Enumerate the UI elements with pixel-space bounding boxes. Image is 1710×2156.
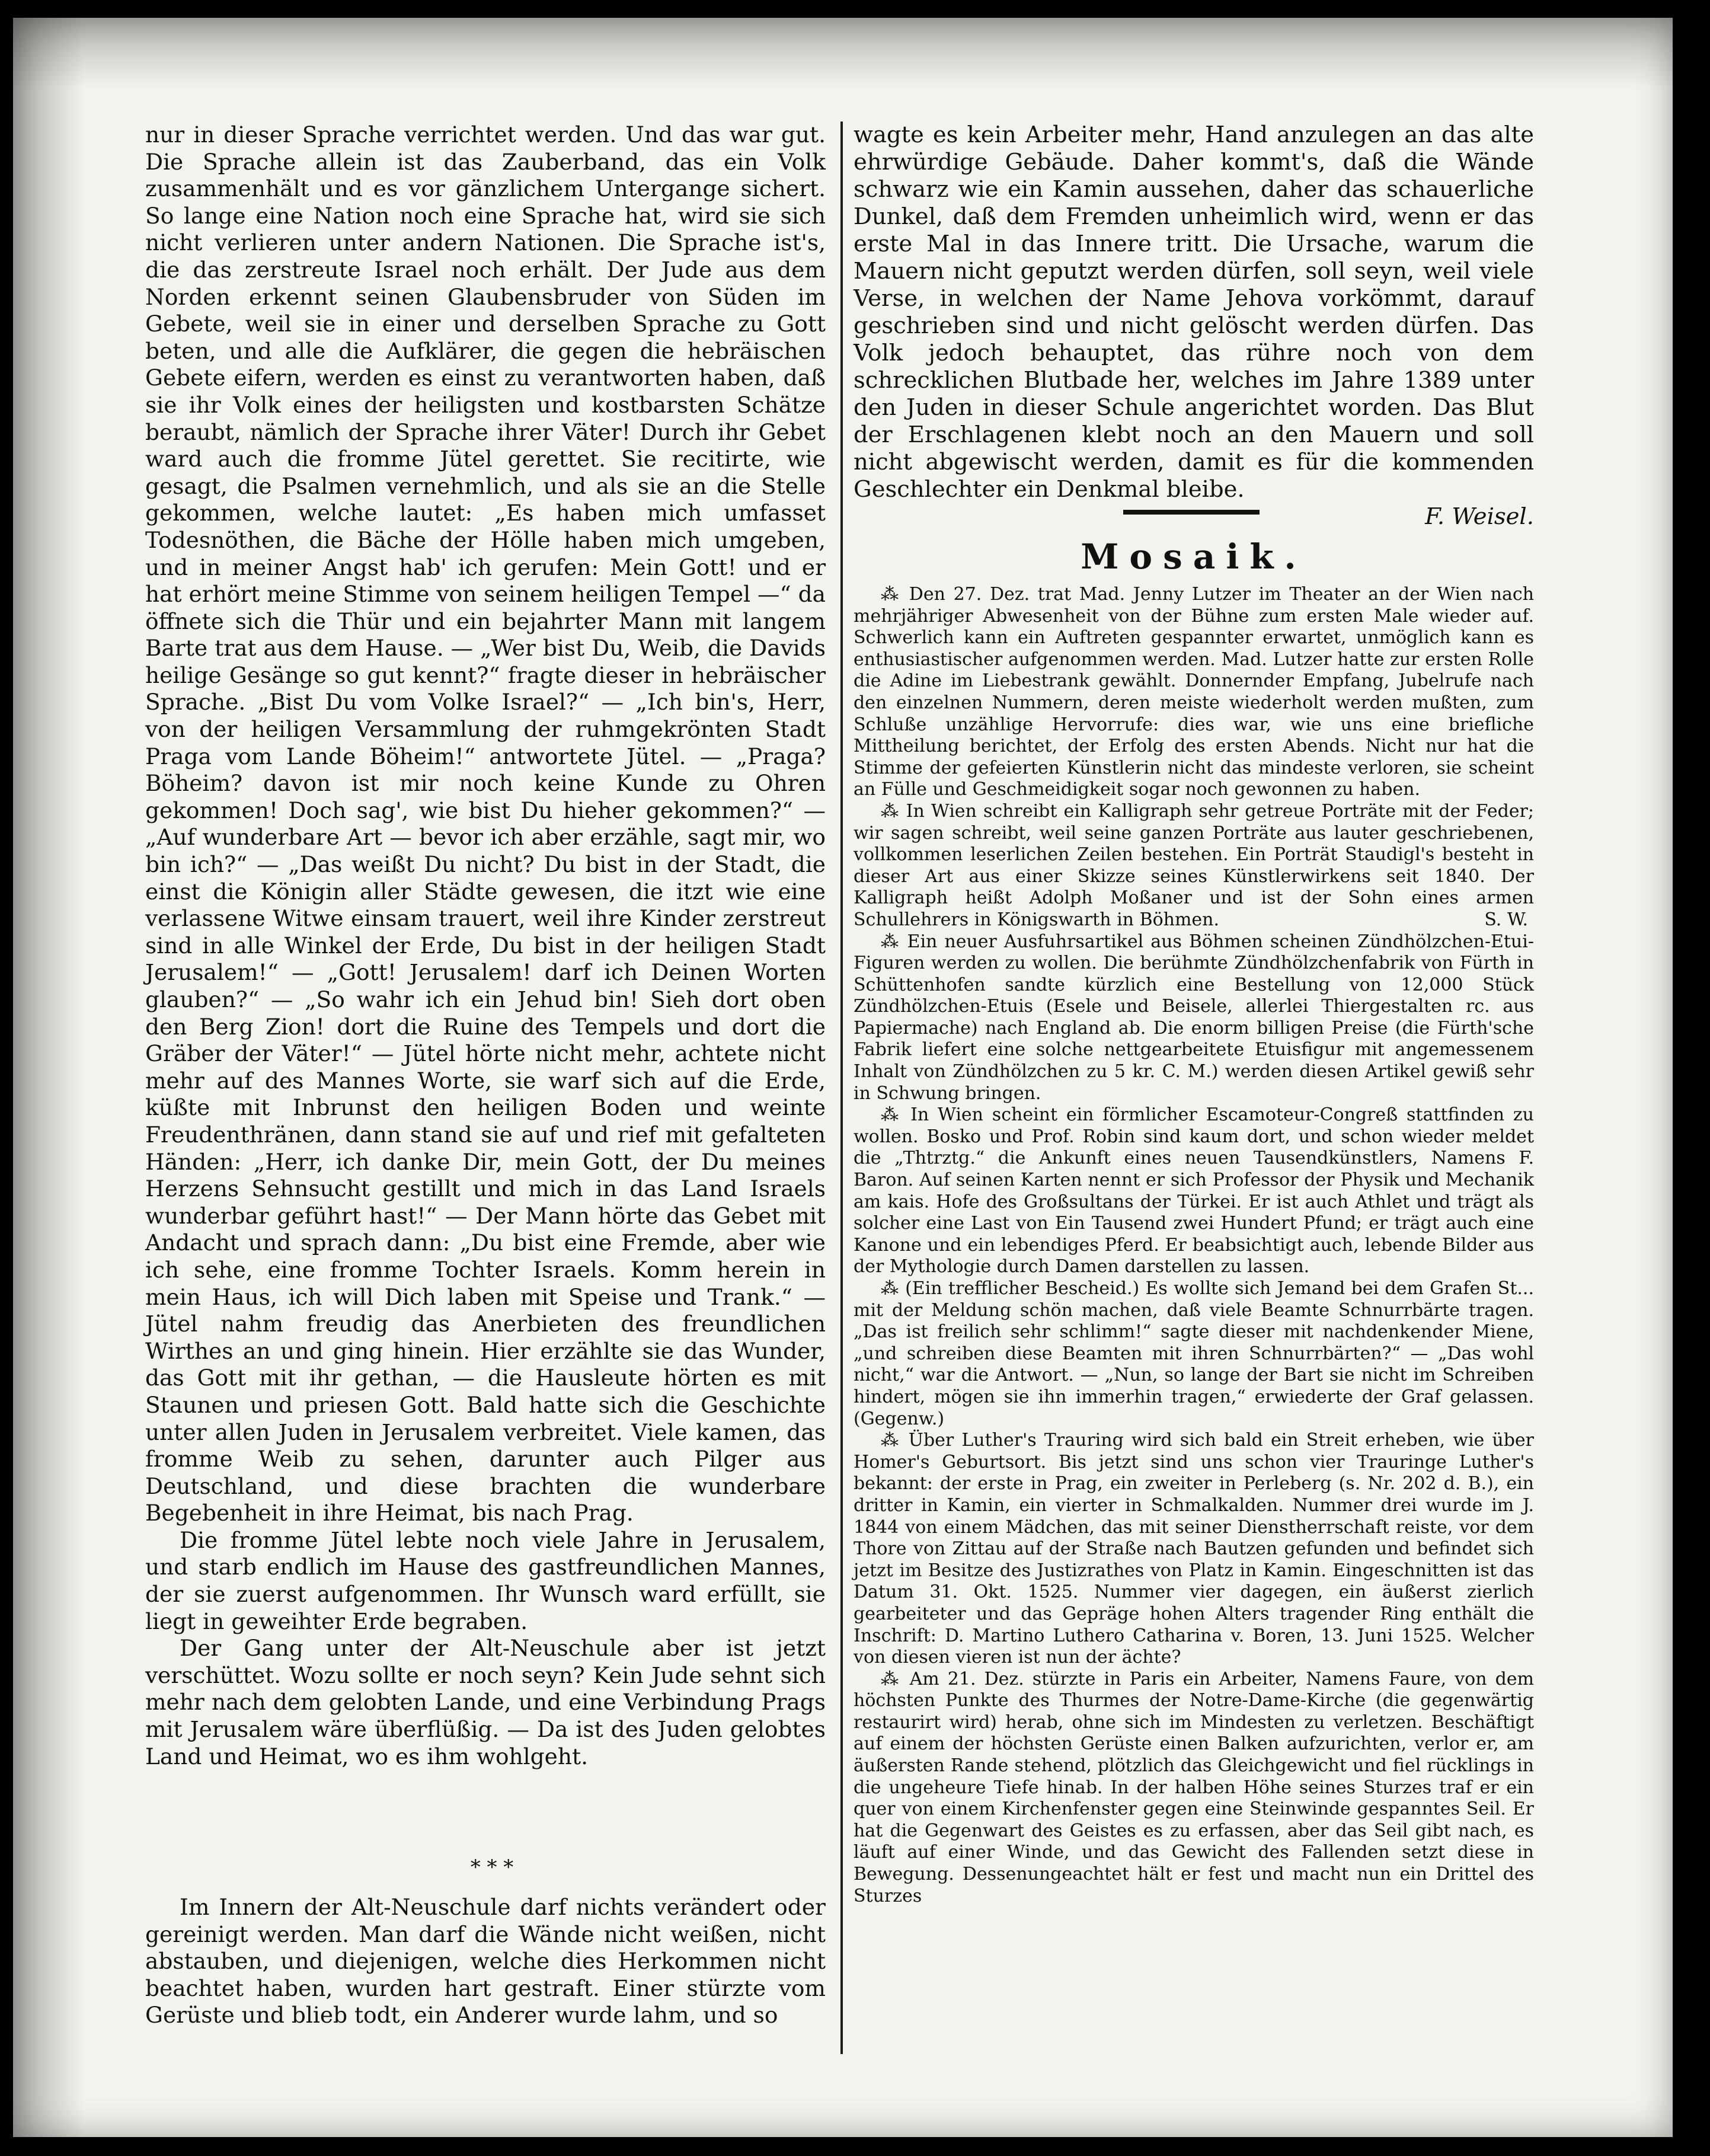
left-paragraph-3: Der Gang unter der Alt-Neuschule aber ist jetzt verschüttet. Wozu sollte er noch seyn? Kein Jude sehnt sich mehr nach dem gelobten Lande, und eine Verbindung Prags mit Jerusalem wäre überflüßig. — Da ist des Juden gelobtes Land und Heimat, wo es ihm wohlgeht.	[145, 1635, 826, 1769]
mosaik-item: ⁂ In Wien schreibt ein Kalligraph sehr getreue Porträte mit der Feder; wir sagen schreibt, weil seine ganzen Porträte aus lauter geschriebenen, vollkommen leserlichen Zeilen bestehen. Ein Porträt Staudigl's besteht in dieser Art aus einer Skizze seines Künstlerwirkens seit 1840. Der Kalligraph heißt Adolph Moßaner und ist der Sohn eines armen Schullehrers in Königswarth in Böhmen. S. W.	[854, 800, 1534, 930]
left-paragraph-1: nur in dieser Sprache verrichtet werden. Und das war gut. Die Sprache allein ist das Zauberband, das ein Volk zusammenhält und es vor gänzlichem Untergange sichert. So lange eine Nation noch eine Sprache hat, wird sie sich nicht verlieren unter andern Nationen. Die Sprache ist's, die das zerstreute Israel noch erhält. Der Jude aus dem Norden erkennt seinen Glaubensbruder von Süden im Gebete, weil sie in einer und derselben Sprache zu Gott beten, und alle die Aufklärer, die gegen die hebräischen Gebete eifern, werden es einst zu verantworten haben, daß sie ihr Volk eines der heiligsten und kostbarsten Schätze beraubt, nämlich der Sprache ihrer Väter! Durch ihr Gebet ward auch die fromme Jütel gerettet. Sie recitirte, wie gesagt, die Psalmen vernehmlich, und als sie an die Stelle gekommen, welche lautet: „Es haben mich umfasset Todesnöthen, die Bäche der Hölle haben mich umgeben, und in meiner Angst hab' ich gerufen: Mein Gott! und er hat erhört meine Stimme von seinem heiligen Tempel —“ da öffnete sich die Thür und ein bejahrter Mann mit langem Barte trat aus dem Hause. — „Wer bist Du, Weib, die Davids heilige Gesänge so gut kennt?“ fragte dieser in hebräischer Sprache. „Bist Du vom Volke Israel?“ — „Ich bin's, Herr, von der heiligen Versammlung der ruhmgekrönten Stadt Praga vom Lande Böheim!“ antwortete Jütel. — „Praga? Böheim? davon ist mir noch keine Kunde zu Ohren gekommen! Doch sag', wie bist Du hieher gekommen?“ — „Auf wunderbare Art — bevor ich aber erzähle, sagt mir, wo bin ich?“ — „Das weißt Du nicht? Du bist in der Stadt, die einst die Königin aller Städte gewesen, die itzt wie eine verlassene Witwe einsam trauert, weil ihre Kinder zerstreut sind in alle Winkel der Erde, Du bist in der heiligen Stadt Jerusalem!“ — „Gott! Jerusalem! darf ich Deinen Worten glauben?“ — „So wahr ich ein Jehud bin! Sieh dort oben den Berg Zion! dort die Ruine des Tempels und dort die Gräber der Väter!“ — Jütel hörte nicht mehr, achtete nicht mehr auf des Mannes Worte, sie warf sich auf die Erde, küßte mit Inbrunst den heiligen Boden und weinte Freudenthränen, dann stand sie auf und rief mit gefalteten Händen: „Herr, ich danke Dir, mein Gott, der Du meines Herzens Sehnsucht gestillt und mich in das Land Israels wunderbar geführt hast!“ — Der Mann hörte das Gebet mit Andacht und sprach dann: „Du bist eine Fremde, aber wie ich sehe, eine fromme Tochter Israels. Komm herein in mein Haus, ich will Dich laben mit Speise und Trank.“ — Jütel nahm freudig das Anerbieten des freundlichen Wirthes an und ging hinein. Hier erzählte sie das Wunder, das Gott mit ihr gethan, — die Hausleute hörten es mit Staunen und priesen Gott. Bald hatte sich die Geschichte unter allen Juden in Jerusalem verbreitet. Viele kamen, das fromme Weib zu sehen, darunter auch Pilger aus Deutschland, und diese brachten die wunderbare Begebenheit in ihre Heimat, bis nach Prag.	[145, 122, 826, 1526]
left-column-bottom	[145, 1894, 826, 2029]
left-paragraph-2: Die fromme Jütel lebte noch viele Jahre in Jerusalem, und starb endlich im Hause des gastfreundlichen Mannes, der sie zuerst aufgenommen. Ihr Wunsch ward erfüllt, sie liegt in geweihter Erde begraben.	[145, 1526, 826, 1634]
bullet-icon: ⁂	[881, 1104, 911, 1126]
mosaik-item: ⁂ In Wien scheint ein förmlicher Escamoteur-Congreß stattfinden zu wollen. Bosko und Prof. Robin sind kaum dort, und schon wieder meldet die „Thtrztg.“ die Ankunft eines neuen Tausendkünstlers, Namens F. Baron. Auf seinen Karten nennt er sich Professor der Physik und Mechanik am kais. Hofe des Großsultans der Türkei. Er ist auch Athlet und trägt als solcher eine Last von Ein Tausend zwei Hundert Pfund; er trägt auch eine Kanone und ein lebendiges Pferd. Er beabsichtigt auch, lebende Bilder aus der Mythologie durch Damen darstellen zu lassen.	[854, 1104, 1534, 1277]
bullet-icon: ⁂	[881, 931, 907, 952]
right-paragraph: wagte es kein Arbeiter mehr, Hand anzulegen an das alte ehrwürdige Gebäude. Daher kommt's, daß die Wände schwarz wie ein Kamin aussehen, daher das schauerliche Dunkel, daß dem Fremden unheimlich wird, wenn er das erste Mal in das Innere tritt. Die Ursache, warum die Mauern nicht geputzt werden dürfen, soll seyn, weil viele Verse, in welchen der Name Jehova vorkömmt, darauf geschrieben sind und nicht gelöscht werden dürfen. Das Volk jedoch behauptet, das rühre noch von dem schrecklichen Blutbade her, welches im Jahre 1389 unter den Juden in dieser Schule angerichtet worden. Das Blut der Erschlagenen klebt noch an den Mauern und soll nicht abgewischt werden, damit es für die kommenden Geschlechter ein Denkmal bleibe.	[854, 122, 1534, 503]
mosaik-section	[854, 584, 1534, 1907]
mosaik-heading: Mosaik.	[1081, 536, 1307, 577]
author-signature: F. Weisel.	[1425, 503, 1534, 530]
left-paragraph-4: Im Innern der Alt-Neuschule darf nichts verändert oder gereinigt werden. Man darf die Wände nicht weißen, nicht abstauben, und diejenigen, welche dies Herkommen nicht beachtet haben, wurden hart gestraft. Einer stürzte vom Gerüste und blieb todt, ein Anderer wurde lahm, und so	[145, 1894, 826, 2029]
binding-shadow	[13, 18, 84, 2137]
right-column	[854, 122, 1534, 531]
top-shadow	[13, 18, 1673, 89]
mosaik-item: ⁂ Den 27. Dez. trat Mad. Jenny Lutzer im Theater an der Wien nach mehrjähriger Abwesenheit von der Bühne zum ersten Male wieder auf. Schwerlich kann ein Auftreten gespannter erwartet, unmöglich kann es enthusiastischer aufgenommen werden. Mad. Lutzer hatte zur ersten Rolle die Adine im Liebestrank gewählt. Donnernder Empfang, Jubelrufe nach den einzelnen Nummern, deren meiste wiederholt werden mußten, zum Schluße unzählige Hervorrufe: dies war, wie uns eine briefliche Mittheilung berichtet, der Erfolg des ersten Abends. Nicht nur hat die Stimme der gefeierten Künstlerin nicht das mindeste verloren, sie scheint an Fülle und Geschmeidigkeit sogar noch gewonnen zu haben.	[854, 584, 1534, 800]
bullet-icon: ⁂	[881, 1668, 910, 1689]
bullet-icon: ⁂	[881, 1278, 906, 1299]
mosaik-item: ⁂ (Ein trefflicher Bescheid.) Es wollte sich Jemand bei dem Grafen St... mit der Meldung schön machen, daß viele Beamte Schnurrbärte tragen. „Das ist freilich sehr schlimm!“ sagte dieser mit nachdenkender Miene, „und schreiben diese Beamten mit ihren Schnurrbärten?“ — „Das wohl nicht,“ war die Antwort. — „Nun, so lange der Bart sie nicht im Schreiben hindert, mögen sie ihn immerhin tragen,“ erwiederte der Graf gelassen. (Gegenw.)	[854, 1278, 1534, 1429]
bullet-icon: ⁂	[881, 800, 906, 822]
section-separator: * * *	[470, 1855, 514, 1879]
mosaik-item: ⁂ Über Luther's Trauring wird sich bald ein Streit erheben, wie über Homer's Geburtsort. Bis jetzt sind uns schon vier Trauringe Luther's bekannt: der erste in Prag, ein zweiter in Perleberg (s. Nr. 202 d. B.), ein dritter in Kamin, ein vierter in Schmalkalden. Nummer drei wurde im J. 1844 von einem Mädchen, das mit seiner Dienstherrschaft reiste, vor dem Thore von Zittau auf der Straße nach Bautzen gefunden und befindet sich jetzt im Besitze des Justizrathes von Platz in Kamin. Eingeschnitten ist das Datum 31. Okt. 1525. Nummer vier dagegen, ein äußerst zierlich gearbeiteter und das Gepräge hohen Alters tragender Ring enthält die Inschrift: D. Martino Luthero Catharina v. Boren, 13. Juni 1525. Welcher von diesen vieren ist nun der ächte?	[854, 1430, 1534, 1668]
mosaik-item: ⁂ Ein neuer Ausfuhrsartikel aus Böhmen scheinen Zündhölzchen-Etui-Figuren werden zu wollen. Die berühmte Zündhölzchenfabrik von Fürth in Schüttenhofen sandte kürzlich eine Bestellung von 12,000 Stück Zündhölzchen-Etuis (Esele und Beisele, allerlei Thiergestalten rc. aus Papiermache) nach England ab. Die enorm billigen Preise (die Fürth'sche Fabrik liefert eine solche nettgearbeitete Etuisfigur mit angemessenem Inhalt von Zündhölzchen zu 5 kr. C. M.) werden diesen Artikel gewiß sehr in Schwung bringen.	[854, 931, 1534, 1104]
section-rule	[1123, 510, 1260, 515]
bullet-icon: ⁂	[881, 584, 909, 605]
item-source: S. W.	[1484, 909, 1528, 930]
bullet-icon: ⁂	[881, 1430, 909, 1451]
scan-edge	[1673, 0, 1710, 2156]
column-divider	[840, 122, 843, 2054]
mosaik-item: ⁂ Am 21. Dez. stürzte in Paris ein Arbeiter, Namens Faure, von dem höchsten Punkte des Thurmes der Notre-Dame-Kirche (die gegenwärtig restaurirt wird) herab, ohne sich im Mindesten zu verletzen. Beschäftigt auf einem der höchsten Gerüste einen Balken aufzurichten, verlor er, am äußersten Rande stehend, plötzlich das Gleichgewicht und fiel rücklings in die ungeheure Tiefe hinab. In der halben Höhe seines Sturzes traf er ein quer von einem Kirchenfenster gegen eine Steinwinde gespanntes Seil. Er hat die Gegenwart des Geistes es zu erfassen, aber das Seil gibt nach, es läuft auf einer Winde, und das Gewicht des Fallenden setzt diese in Bewegung. Dessenungeachtet hält er fest und macht nun ein Drittel des Sturzes	[854, 1668, 1534, 1906]
left-column	[145, 122, 826, 1770]
